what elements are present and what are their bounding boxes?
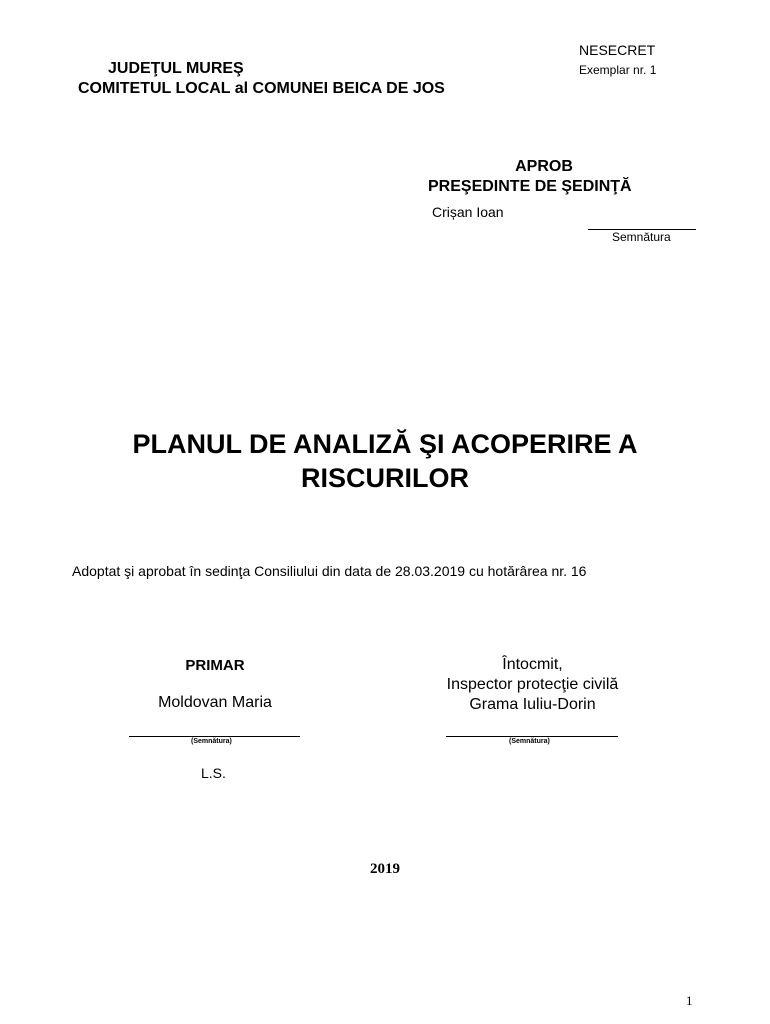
mayor-role: PRIMAR	[185, 657, 245, 674]
prepared-by-label: Întocmit,	[502, 656, 563, 673]
adoption-statement: Adoptat şi aprobat în sedinţa Consiliului din data de 28.03.2019 cu hotărârea nr. 16	[72, 563, 587, 579]
council-name: COMITETUL LOCAL al COMUNEI BEICA DE JOS	[78, 80, 445, 97]
inspector-signature-caption: (Semnătura)	[509, 738, 550, 745]
classification-label: NESECRET	[579, 42, 656, 58]
mayor-signature-line	[129, 736, 300, 737]
mayor-name: Moldovan Maria	[158, 694, 272, 711]
president-name: Crișan Ioan	[432, 204, 504, 220]
mayor-signature-caption: (Semnătura)	[191, 738, 232, 745]
county-name: JUDEŢUL MUREŞ	[108, 60, 244, 77]
inspector-name: Grama Iuliu-Dorin	[469, 696, 596, 713]
prepared-by-block	[420, 655, 645, 715]
president-role: PREŞEDINTE DE ŞEDINŢĂ	[428, 178, 632, 195]
page-number: 1	[686, 993, 693, 1008]
inspector-role: Inspector protecţie civilă	[446, 676, 619, 693]
seal-placeholder: L.S.	[201, 765, 226, 781]
document-title: PLANUL DE ANALIZĂ ŞI ACOPERIRE A RISCURILOR	[132, 429, 638, 493]
copy-number-label: Exemplar nr. 1	[579, 63, 657, 77]
inspector-signature-line	[446, 736, 618, 737]
document-year: 2019	[370, 861, 400, 877]
approval-title: APROB	[515, 158, 573, 175]
mayor-block	[115, 657, 315, 712]
president-signature-caption: Semnătura	[612, 230, 671, 244]
